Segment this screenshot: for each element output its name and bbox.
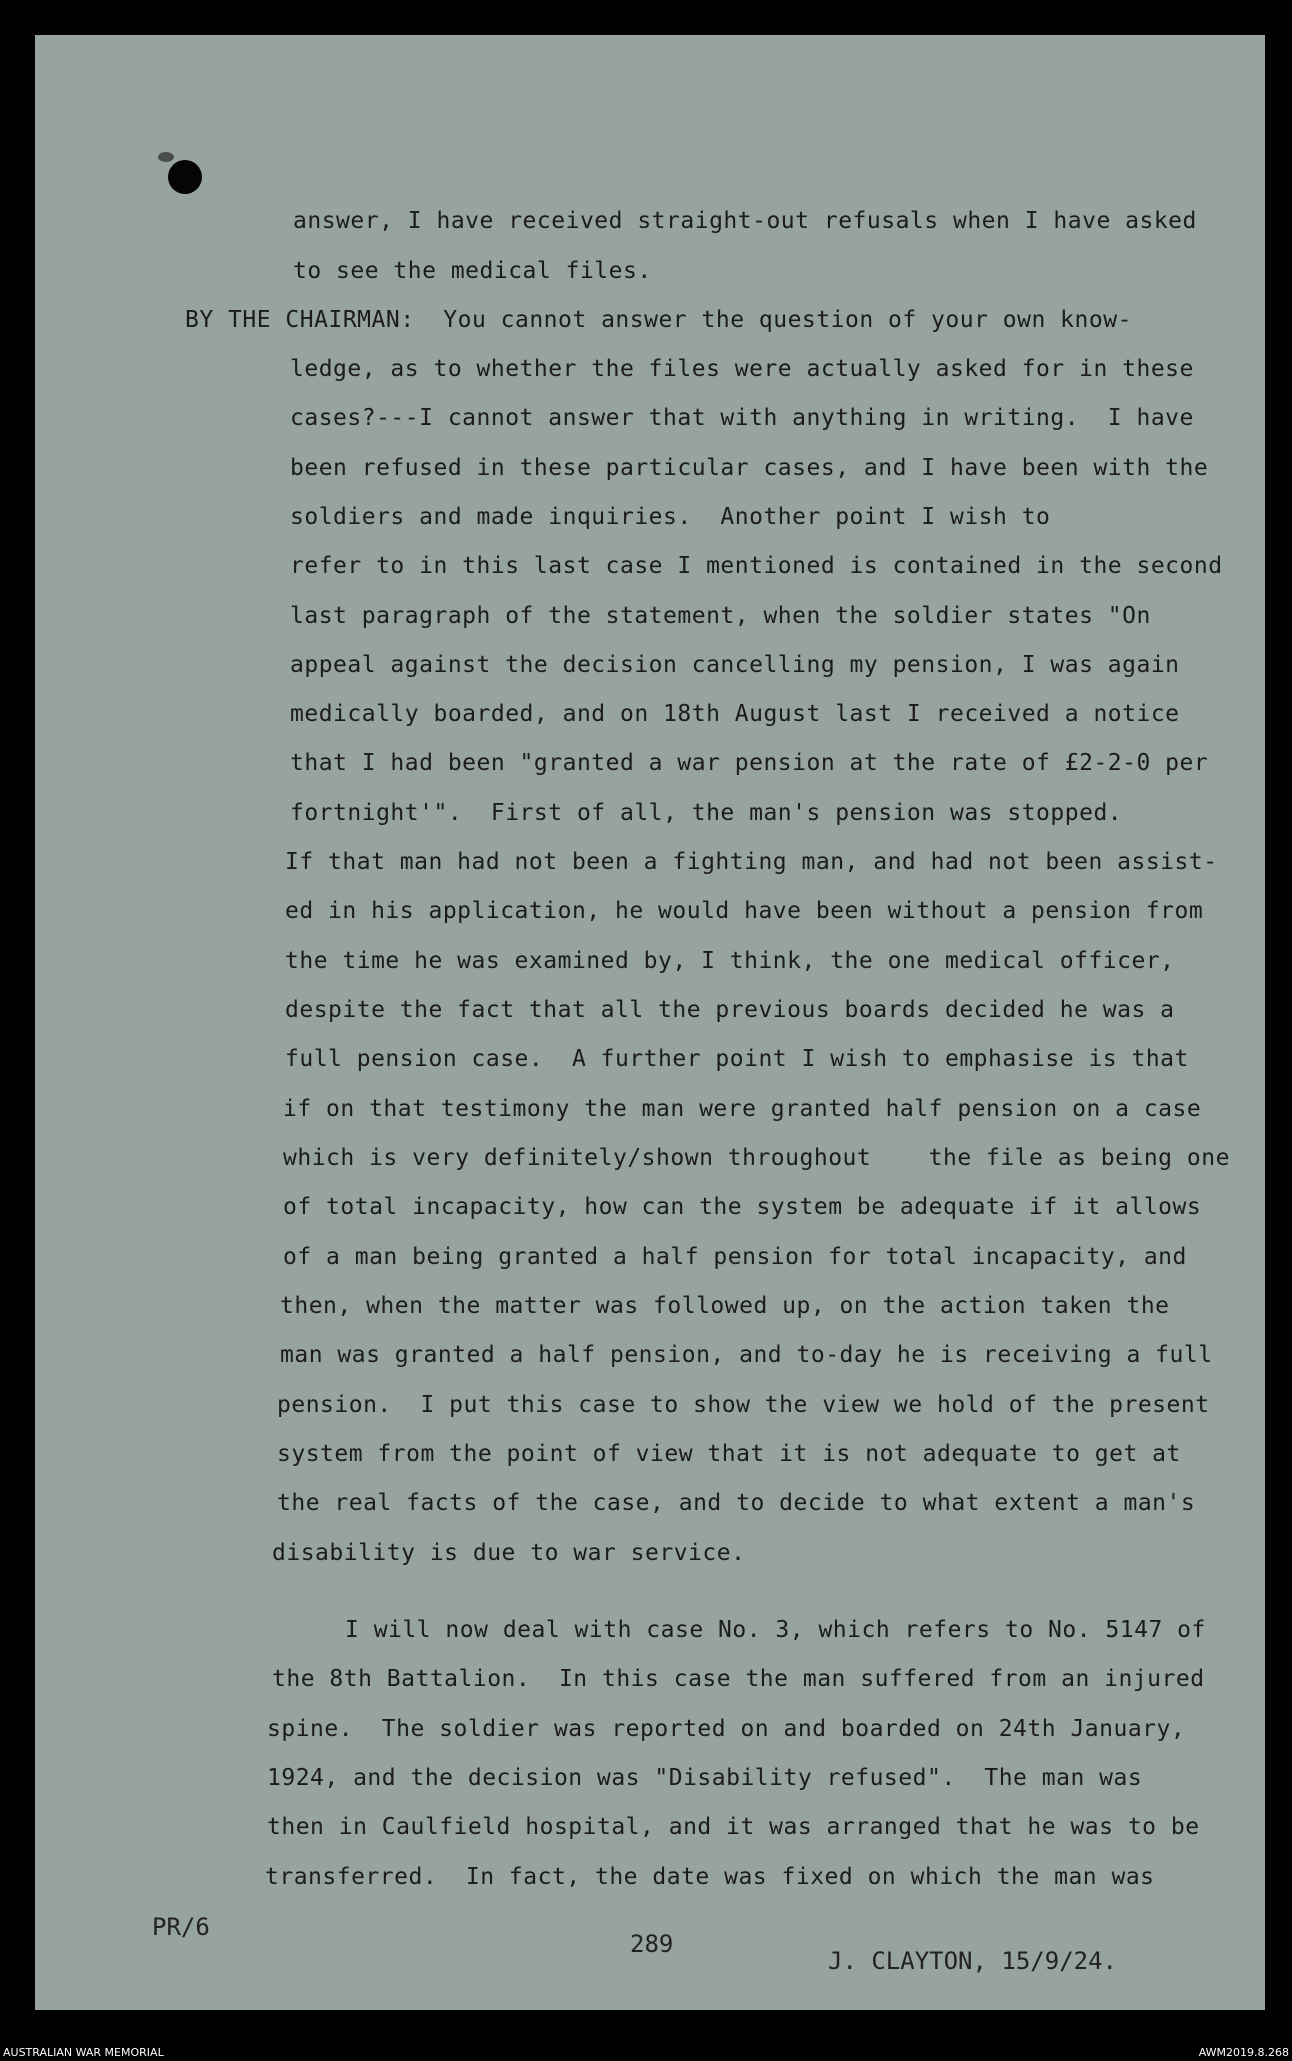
text-line: system from the point of view that it is not adequate to get at	[277, 1441, 1181, 1467]
punch-mark	[158, 152, 174, 162]
text-line: fortnight'". First of all, the man's pension was stopped.	[290, 800, 1123, 826]
text-line: answer, I have received straight-out refusals when I have asked	[293, 208, 1197, 234]
text-line: disability is due to war service.	[272, 1540, 746, 1566]
text-line: of a man being granted a half pension for total incapacity, and	[283, 1244, 1187, 1270]
text-line: if on that testimony the man were granted half pension on a case	[283, 1096, 1202, 1122]
text-line: refer to in this last case I mentioned is contained in the second	[290, 553, 1223, 579]
archive-label: AUSTRALIAN WAR MEMORIAL	[3, 2046, 164, 2059]
text-line: been refused in these particular cases, and I have been with the	[290, 455, 1209, 481]
text-line: then, when the matter was followed up, on the action taken the	[280, 1293, 1170, 1319]
text-line: man was granted a half pension, and to-day he is receiving a full	[280, 1342, 1213, 1368]
archive-reference: AWM2019.8.268	[1198, 2046, 1289, 2059]
text-line: 1924, and the decision was "Disability refused". The man was	[267, 1765, 1143, 1791]
typist-signature: J. CLAYTON, 15/9/24.	[828, 1947, 1117, 1975]
text-line: which is very definitely/shown throughout the file as being one	[283, 1145, 1230, 1171]
text-line: to see the medical files.	[293, 258, 652, 284]
text-line: If that man had not been a fighting man, and had not been assist-	[285, 849, 1218, 875]
text-line: of total incapacity, how can the system be adequate if it allows	[283, 1194, 1202, 1220]
archive-strip	[0, 2042, 1292, 2061]
text-line: then in Caulfield hospital, and it was arranged that he was to be	[267, 1814, 1200, 1840]
text-line: ed in his application, he would have been without a pension from	[285, 898, 1204, 924]
text-line: transferred. In fact, the date was fixed on which the man was	[265, 1864, 1155, 1890]
text-line: soldiers and made inquiries. Another point I wish to	[290, 504, 1051, 530]
text-line: that I had been "granted a war pension at the rate of £2-2-0 per	[290, 750, 1209, 776]
text-line: I will now deal with case No. 3, which refers to No. 5147 of	[345, 1617, 1206, 1643]
text-line: medically boarded, and on 18th August last I received a notice	[290, 701, 1180, 727]
text-line: BY THE CHAIRMAN: You cannot answer the question of your own know-	[185, 307, 1132, 333]
text-line: appeal against the decision cancelling my pension, I was again	[290, 652, 1180, 678]
text-line: cases?---I cannot answer that with anything in writing. I have	[290, 405, 1194, 431]
page-number: 289	[630, 1930, 674, 1958]
text-line: the time he was examined by, I think, the one medical officer,	[285, 948, 1175, 974]
text-line: spine. The soldier was reported on and boarded on 24th January,	[267, 1716, 1186, 1742]
text-line: despite the fact that all the previous boards decided he was a	[285, 997, 1175, 1023]
text-line: full pension case. A further point I wish to emphasise is that	[285, 1046, 1189, 1072]
text-line: the 8th Battalion. In this case the man suffered from an injured	[272, 1666, 1205, 1692]
text-line: pension. I put this case to show the view we hold of the present	[277, 1392, 1210, 1418]
text-line: ledge, as to whether the files were actually asked for in these	[290, 356, 1194, 382]
text-line: last paragraph of the statement, when the soldier states "On	[290, 603, 1151, 629]
punch-hole	[168, 160, 202, 194]
text-line: the real facts of the case, and to decide to what extent a man's	[277, 1490, 1196, 1516]
document-code: PR/6	[152, 1913, 210, 1941]
